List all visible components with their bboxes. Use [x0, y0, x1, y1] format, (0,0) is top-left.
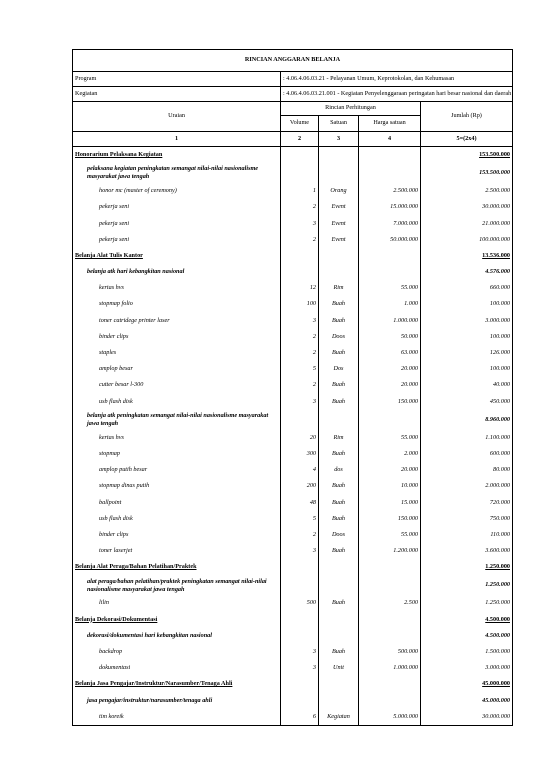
row-unit: dos [319, 462, 359, 478]
row-volume: 500 [281, 596, 319, 612]
row-unit-price: 15.000.000 [359, 199, 421, 215]
row-total: 100.000.000 [421, 232, 513, 248]
row-total: 8.960.000 [421, 410, 513, 430]
row-description: pekerja seni [73, 232, 281, 248]
row-unit-price: 1.000.000 [359, 660, 421, 676]
row-total: 30.000.000 [421, 709, 513, 726]
row-volume: 2 [281, 377, 319, 393]
row-description: dokumentasi [73, 660, 281, 676]
item-row [73, 511, 513, 527]
row-description: binder clips [73, 527, 281, 543]
row-total: 4.500.000 [421, 628, 513, 644]
row-unit: Event [319, 199, 359, 215]
row-volume: 3 [281, 216, 319, 232]
row-unit: Rim [319, 280, 359, 296]
row-unit-price: 20.000 [359, 462, 421, 478]
item-row [73, 495, 513, 511]
row-volume: 6 [281, 709, 319, 726]
row-unit-price: 15.000 [359, 495, 421, 511]
row-volume: 3 [281, 313, 319, 329]
row-unit [319, 559, 359, 575]
row-unit-price: 1.000.000 [359, 313, 421, 329]
row-description: kertas hvs [73, 430, 281, 446]
row-unit-price [359, 693, 421, 709]
row-unit-price [359, 410, 421, 430]
row-unit-price: 55.000 [359, 430, 421, 446]
col-number-1: 1 [73, 132, 281, 147]
row-unit: Unit [319, 660, 359, 676]
row-total: 13.536.000 [421, 248, 513, 264]
row-description: stopmap dinas putih [73, 478, 281, 494]
item-row [73, 446, 513, 462]
row-unit [319, 612, 359, 628]
item-row [73, 430, 513, 446]
header-volume: Volume [281, 116, 319, 132]
row-unit: Buah [319, 313, 359, 329]
item-row [73, 543, 513, 559]
item-row [73, 709, 513, 726]
row-total: 1.100.000 [421, 430, 513, 446]
row-total: 100.000 [421, 361, 513, 377]
item-row [73, 644, 513, 660]
item-row [73, 183, 513, 199]
row-unit: Rim [319, 430, 359, 446]
row-description: lilin [73, 596, 281, 612]
row-description: backdrop [73, 644, 281, 660]
category-row [73, 147, 513, 164]
row-volume [281, 559, 319, 575]
document-title: RINCIAN ANGGARAN BELANJA [73, 50, 513, 72]
row-total: 40.000 [421, 377, 513, 393]
item-row [73, 527, 513, 543]
row-unit: Buah [319, 446, 359, 462]
item-row [73, 280, 513, 296]
item-row [73, 596, 513, 612]
budget-sheet [72, 49, 512, 726]
row-description: pekerja seni [73, 199, 281, 215]
item-row [73, 660, 513, 676]
row-description: Honorarium Pelaksana Kegiatan [73, 147, 281, 164]
subcategory-row [73, 576, 513, 596]
row-volume [281, 248, 319, 264]
item-row [73, 345, 513, 361]
row-volume: 3 [281, 543, 319, 559]
row-unit-price [359, 559, 421, 575]
row-unit: Buah [319, 511, 359, 527]
item-row [73, 361, 513, 377]
item-row [73, 232, 513, 248]
row-volume: 5 [281, 361, 319, 377]
row-description: alat peraga/bahan pelatihan/praktek peningkatan semangat nilai-nilai nasionalisme masyarakat jawa tengah [73, 576, 281, 596]
row-total: 600.000 [421, 446, 513, 462]
row-unit-price [359, 248, 421, 264]
row-unit-price: 1.000 [359, 297, 421, 313]
row-unit-price: 20.000 [359, 377, 421, 393]
category-row [73, 676, 513, 692]
row-total: 1.250.000 [421, 559, 513, 575]
row-description: ballpoint [73, 495, 281, 511]
row-description: Belanja Alat Peraga/Bahan Pelatihan/Praktek [73, 559, 281, 575]
row-volume: 20 [281, 430, 319, 446]
row-description: amplop putih besar [73, 462, 281, 478]
subcategory-row [73, 628, 513, 644]
row-unit: Dos [319, 361, 359, 377]
item-row [73, 394, 513, 410]
row-total: 4.576.000 [421, 264, 513, 280]
row-unit: Kegiatan [319, 709, 359, 726]
row-volume: 100 [281, 297, 319, 313]
kegiatan-label: Kegiatan [73, 87, 281, 102]
row-unit [319, 693, 359, 709]
row-total: 2.000.000 [421, 478, 513, 494]
row-unit: Buah [319, 377, 359, 393]
row-total: 110.000 [421, 527, 513, 543]
col-number-3: 3 [319, 132, 359, 147]
row-total: 45.000.000 [421, 676, 513, 692]
row-volume: 200 [281, 478, 319, 494]
row-total: 1.250.000 [421, 576, 513, 596]
row-total: 100.000 [421, 297, 513, 313]
subcategory-row [73, 410, 513, 430]
item-row [73, 377, 513, 393]
row-total: 450.000 [421, 394, 513, 410]
row-volume: 1 [281, 183, 319, 199]
row-volume [281, 612, 319, 628]
row-volume: 2 [281, 232, 319, 248]
row-unit-price [359, 147, 421, 164]
row-unit-price: 150.000 [359, 511, 421, 527]
row-unit-price: 2.500.000 [359, 183, 421, 199]
row-description: binder clips [73, 329, 281, 345]
row-unit-price [359, 264, 421, 280]
item-row [73, 462, 513, 478]
row-total: 126.000 [421, 345, 513, 361]
row-unit [319, 410, 359, 430]
row-description: tim koreik [73, 709, 281, 726]
row-unit: Event [319, 232, 359, 248]
row-description: dekorasi/dokumentasi hari kebangkitan nasional [73, 628, 281, 644]
row-total: 1.500.000 [421, 644, 513, 660]
row-description: toner catridege printer laser [73, 313, 281, 329]
row-unit-price [359, 576, 421, 596]
item-row [73, 478, 513, 494]
row-description: kertas hvs [73, 280, 281, 296]
item-row [73, 199, 513, 215]
row-total: 153.500.000 [421, 147, 513, 164]
subcategory-row [73, 693, 513, 709]
row-volume [281, 410, 319, 430]
item-row [73, 297, 513, 313]
row-description: stopmap folio [73, 297, 281, 313]
row-unit-price: 10.000 [359, 478, 421, 494]
row-volume: 2 [281, 329, 319, 345]
row-volume: 2 [281, 345, 319, 361]
row-unit [319, 147, 359, 164]
row-volume: 5 [281, 511, 319, 527]
row-total: 3.000.000 [421, 313, 513, 329]
row-unit-price: 5.000.000 [359, 709, 421, 726]
row-volume: 2 [281, 199, 319, 215]
row-unit-price: 1.200.000 [359, 543, 421, 559]
row-unit: Doos [319, 329, 359, 345]
item-row [73, 329, 513, 345]
row-unit: Buah [319, 478, 359, 494]
row-description: amplop besar [73, 361, 281, 377]
row-unit: Buah [319, 394, 359, 410]
row-total: 100.000 [421, 329, 513, 345]
row-unit: Buah [319, 596, 359, 612]
item-row [73, 313, 513, 329]
row-unit: Doos [319, 527, 359, 543]
row-unit-price: 63.000 [359, 345, 421, 361]
row-unit [319, 628, 359, 644]
row-total: 45.000.000 [421, 693, 513, 709]
row-total: 660.000 [421, 280, 513, 296]
row-total: 3.600.000 [421, 543, 513, 559]
row-volume: 12 [281, 280, 319, 296]
row-volume [281, 676, 319, 692]
budget-table [72, 49, 513, 726]
header-rincian: Rincian Perhitungan [281, 102, 421, 116]
row-unit-price [359, 612, 421, 628]
row-volume: 3 [281, 660, 319, 676]
row-volume [281, 264, 319, 280]
row-volume [281, 693, 319, 709]
program-label: Program [73, 72, 281, 87]
row-description: Belanja Alat Tulis Kantor [73, 248, 281, 264]
row-volume: 3 [281, 394, 319, 410]
row-unit-price: 50.000.000 [359, 232, 421, 248]
row-volume: 4 [281, 462, 319, 478]
row-description: honor mc (master of ceremony) [73, 183, 281, 199]
row-unit-price: 50.000 [359, 329, 421, 345]
category-row [73, 248, 513, 264]
row-description: Belanja Jasa Pengajar/Instruktur/Narasumber/Tenaga Ahli [73, 676, 281, 692]
row-unit-price [359, 628, 421, 644]
row-unit [319, 676, 359, 692]
row-volume [281, 163, 319, 183]
row-total: 153.500.000 [421, 163, 513, 183]
row-total: 30.000.000 [421, 199, 513, 215]
row-description: pelaksana kegiatan peningkatan semangat nilai-nilai nasionalisme masyarakat jawa tengah [73, 163, 281, 183]
row-unit [319, 248, 359, 264]
col-number-5: 5=(2x4) [421, 132, 513, 147]
kegiatan-value: : 4.06.4.06.03.21.001 - Kegiatan Penyelenggaraan peringatan hari besar nasional dan daerah [281, 87, 513, 102]
row-description: Belanja Dekorasi/Dokumentasi [73, 612, 281, 628]
row-description: usb flash disk [73, 394, 281, 410]
row-description: stopmap [73, 446, 281, 462]
header-harga: Harga satuan [359, 116, 421, 132]
row-description: belanja atk peningkatan semangat nilai-nilai nasionalisme masyarakat jawa tengah [73, 410, 281, 430]
row-unit-price: 2.500 [359, 596, 421, 612]
col-number-2: 2 [281, 132, 319, 147]
row-unit: Buah [319, 495, 359, 511]
row-description: jasa pengajar/instruktur/narasumber/tenaga ahli [73, 693, 281, 709]
row-unit-price [359, 163, 421, 183]
row-unit-price: 55.000 [359, 527, 421, 543]
row-volume [281, 576, 319, 596]
item-row [73, 216, 513, 232]
row-unit-price: 20.000 [359, 361, 421, 377]
row-description: belanja atk hari kebangkitan nasional [73, 264, 281, 280]
row-unit-price [359, 676, 421, 692]
row-unit [319, 576, 359, 596]
row-total: 4.500.000 [421, 612, 513, 628]
col-number-4: 4 [359, 132, 421, 147]
category-row [73, 559, 513, 575]
row-total: 21.000.000 [421, 216, 513, 232]
row-unit [319, 264, 359, 280]
row-total: 3.000.000 [421, 660, 513, 676]
row-unit: Orang [319, 183, 359, 199]
row-unit: Buah [319, 644, 359, 660]
row-total: 750.000 [421, 511, 513, 527]
header-uraian: Uraian [73, 102, 281, 132]
row-volume: 2 [281, 527, 319, 543]
category-row [73, 612, 513, 628]
row-description: usb flash disk [73, 511, 281, 527]
row-unit-price: 500.000 [359, 644, 421, 660]
header-satuan: Satuan [319, 116, 359, 132]
row-description: staples [73, 345, 281, 361]
row-total: 2.500.000 [421, 183, 513, 199]
subcategory-row [73, 264, 513, 280]
row-unit-price: 7.000.000 [359, 216, 421, 232]
row-volume [281, 147, 319, 164]
row-volume: 48 [281, 495, 319, 511]
header-jumlah: Jumlah (Rp) [421, 102, 513, 132]
row-total: 1.250.000 [421, 596, 513, 612]
row-unit-price: 2.000 [359, 446, 421, 462]
row-volume: 300 [281, 446, 319, 462]
row-unit: Buah [319, 543, 359, 559]
row-unit: Event [319, 216, 359, 232]
program-value: : 4.06.4.06.03.21 - Pelayanan Umum, Keprotokolan, dan Kehumasan [281, 72, 513, 87]
row-description: cutter besar l-300 [73, 377, 281, 393]
row-unit-price: 55.000 [359, 280, 421, 296]
row-description: pekerja seni [73, 216, 281, 232]
row-volume: 3 [281, 644, 319, 660]
row-unit: Buah [319, 345, 359, 361]
row-total: 720.000 [421, 495, 513, 511]
subcategory-row [73, 163, 513, 183]
row-description: toner laserjet [73, 543, 281, 559]
row-unit: Buah [319, 297, 359, 313]
row-total: 80.000 [421, 462, 513, 478]
row-unit [319, 163, 359, 183]
row-unit-price: 150.000 [359, 394, 421, 410]
row-volume [281, 628, 319, 644]
